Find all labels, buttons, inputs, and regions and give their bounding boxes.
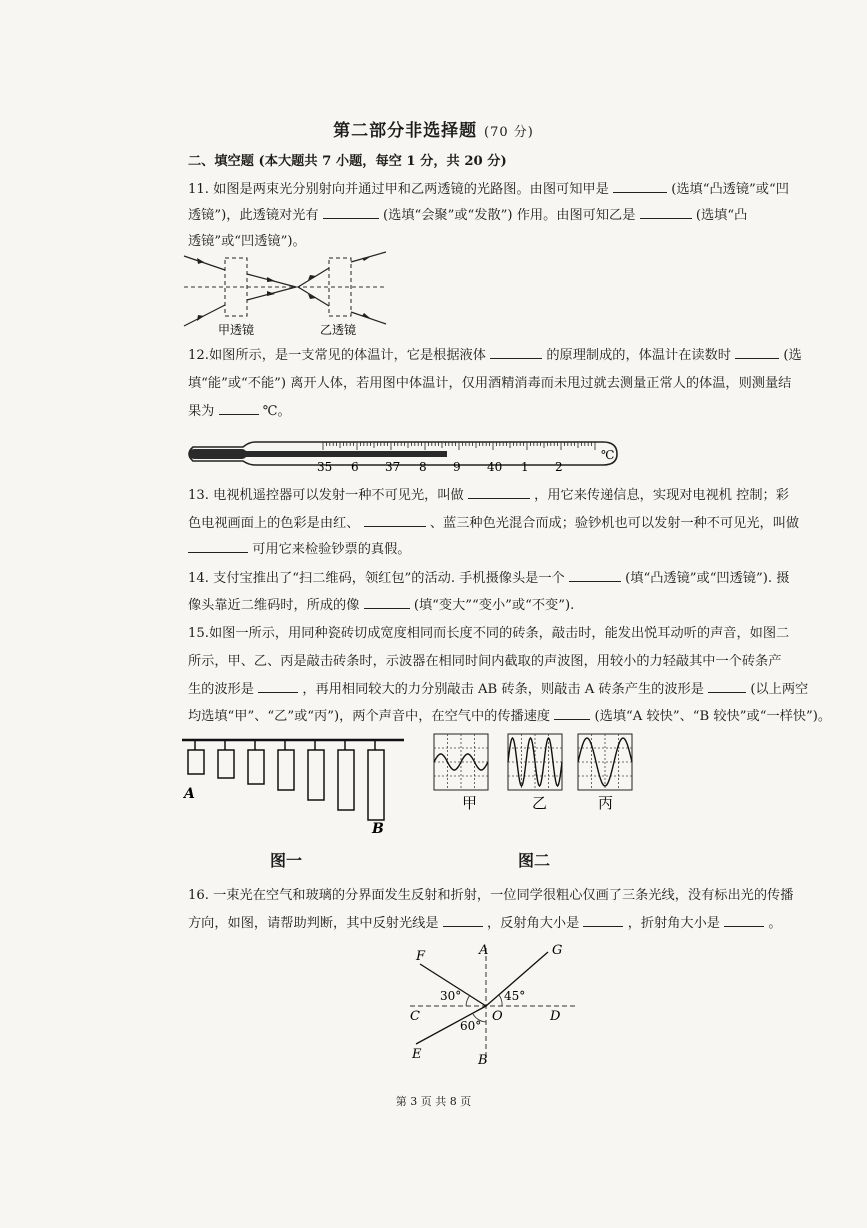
q16-line-2 <box>188 912 782 931</box>
q11-text: (选填“凸透镜”或“凹 <box>671 182 789 197</box>
tile-bar <box>248 750 264 784</box>
q12-text: 果为 <box>188 404 215 419</box>
thermometer-unit: ℃ <box>601 448 615 462</box>
q12-line-1 <box>188 344 802 363</box>
q14-line-1 <box>188 567 789 586</box>
thermometer-scale-label: 40 <box>487 460 503 474</box>
tile-bar <box>368 750 384 820</box>
figure-1-tile-bars <box>180 734 410 838</box>
q15-line-1: 15.如图一所示，用同种瓷砖切成宽度相同而长度不同的砖条，敲击时，能发出悦耳动听的声音，如图二 <box>188 626 790 641</box>
q14-text: 14. 支付宝推出了“扫二维码，领红包”的活动. 手机摄像头是一个 <box>188 571 565 586</box>
waveform-甲 <box>434 734 488 790</box>
q13-text: 13. 电视机遥控器可以发射一种不可见光，叫做 <box>188 488 464 503</box>
label-yi-lens: 乙透镜 <box>320 323 357 337</box>
thermometer-scale-label: 8 <box>419 460 427 474</box>
q16-text: 。 <box>768 916 782 931</box>
page-footer: 第 3 页 共 8 页 <box>395 1095 472 1108</box>
label-a: A <box>184 786 195 802</box>
wave-label-bing: 丙 <box>598 794 614 812</box>
q16-text: ，折射角大小是 <box>627 916 720 931</box>
q13-line-3 <box>188 538 410 557</box>
q13-blank-2[interactable] <box>364 514 426 527</box>
thermometer-scale-label: 1 <box>521 460 529 474</box>
q13-line-2 <box>188 512 799 531</box>
q15-line-2: 所示，甲、乙、丙是敲击砖条时，示波器在相同时间内截取的声波图，用较小的力轻敲其中一个砖条产 <box>188 654 782 669</box>
thermometer <box>183 432 623 474</box>
q13-text: 、蓝三种色光混合而成；验钞机也可以发射一种不可见光，叫做 <box>429 516 800 531</box>
q11-blank-2[interactable] <box>323 206 379 219</box>
q11-text: 透镜”)，此透镜对光有 <box>188 208 319 223</box>
q11-text: (选填“凸 <box>695 208 748 223</box>
q16-line-1: 16. 一束光在空气和玻璃的分界面发生反射和折射，一位同学很粗心仅画了三条光线，没有标出光的传播 <box>188 888 794 903</box>
q12-text: ℃。 <box>262 404 291 419</box>
part-title <box>0 116 867 141</box>
q12-line-3 <box>188 400 291 419</box>
q11-line-2 <box>188 204 747 223</box>
q13-line-1 <box>188 484 789 503</box>
q16-text: 方向，如图，请帮助判断，其中反射光线是 <box>188 916 439 931</box>
angle-30: 30° <box>440 989 462 1003</box>
q13-text: ，用它来传递信息，实现对电视机 控制；彩 <box>534 488 789 503</box>
q14-text: 像头靠近二维码时，所成的像 <box>188 598 360 613</box>
thermometer-scale-label: 2 <box>555 460 563 474</box>
q12-text: 的原理制成的，体温计在读数时 <box>546 348 731 363</box>
point-o: O <box>492 1009 503 1024</box>
angle-60: 60° <box>460 1019 482 1033</box>
q11-text: (选填“会聚”或“发散”) 作用。由图可知乙是 <box>382 208 636 223</box>
thermometer-scale-label: 35 <box>317 460 333 474</box>
q14-blank-2[interactable] <box>364 596 410 609</box>
q11-line-1 <box>188 178 789 197</box>
tile-bar <box>188 750 204 774</box>
q13-text: 色电视画面上的色彩是由红、 <box>188 516 360 531</box>
tile-bar <box>218 750 234 778</box>
point-f: F <box>416 949 426 964</box>
thermometer-scale <box>317 460 563 474</box>
q12-blank-2[interactable] <box>735 346 779 359</box>
angle-45: 45° <box>504 989 526 1003</box>
q15-blank-1[interactable] <box>258 680 298 693</box>
point-a: A <box>479 943 489 958</box>
waveform-丙 <box>578 734 632 790</box>
q15-blank-2[interactable] <box>708 680 746 693</box>
q15-text: 均选填“甲”、“乙”或“丙”)，两个声音中，在空气中的传播速度 <box>188 709 551 724</box>
part-points: (70 分) <box>484 125 534 140</box>
part-title-text: 第二部分非选择题 <box>333 121 478 141</box>
q16-blank-1[interactable] <box>443 914 483 927</box>
q16-text: ，反射角大小是 <box>486 916 580 931</box>
wave-label-yi: 乙 <box>532 794 548 812</box>
thermometer-scale-label: 6 <box>351 460 359 474</box>
q13-blank-3[interactable] <box>188 540 248 553</box>
q12-blank-3[interactable] <box>219 402 259 415</box>
q11-blank-3[interactable] <box>640 206 692 219</box>
q16-blank-2[interactable] <box>583 914 623 927</box>
figure-1-caption: 图一 <box>270 851 303 870</box>
q14-text: (填“凸透镜”或“凹透镜”). 摄 <box>625 571 790 586</box>
point-g: G <box>552 943 563 958</box>
q11-text: 11. 如图是两束光分别射向并通过甲和乙两透镜的光路图。由图可知甲是 <box>188 182 609 197</box>
q15-text: 生的波形是 <box>188 682 254 697</box>
q13-text: 可用它来检验钞票的真假。 <box>252 542 411 557</box>
thermometer-scale-label: 37 <box>385 460 401 474</box>
q14-line-2 <box>188 594 574 613</box>
point-b: B <box>478 1053 488 1068</box>
waveform-乙 <box>508 734 562 790</box>
label-jia-lens: 甲透镜 <box>218 323 255 337</box>
q13-blank-1[interactable] <box>468 486 530 499</box>
q11-lens-diagram <box>180 248 390 338</box>
q12-blank-1[interactable] <box>490 346 542 359</box>
q14-blank-1[interactable] <box>569 569 621 582</box>
figure-2-waveforms <box>428 732 638 812</box>
point-e: E <box>412 1047 422 1062</box>
q11-blank-1[interactable] <box>613 180 667 193</box>
label-b: B <box>372 821 384 837</box>
q14-text: (填“变大”“变小”或“不变”). <box>413 598 575 613</box>
section-heading: 二、填空题 (本大题共 7 小题，每空 1 分，共 20 分) <box>188 154 507 169</box>
tile-bar <box>308 750 324 800</box>
q15-text: (选填“A 较快”、“B 较快”或“一样快”)。 <box>594 709 832 724</box>
q16-blank-3[interactable] <box>724 914 764 927</box>
q11-line-3: 透镜”或“凹透镜”)。 <box>188 234 306 249</box>
thermometer-scale-label: 9 <box>453 460 461 474</box>
q16-light-diagram <box>400 940 590 1068</box>
figure-2-caption: 图二 <box>518 851 551 870</box>
q15-line-4 <box>188 705 831 724</box>
q12-line-2: 填“能”或“不能”) 离开人体，若用图中体温计，仅用酒精消毒而未甩过就去测量正常人的体温，则测量结 <box>188 376 792 391</box>
q15-text: (以上两空 <box>750 682 809 697</box>
q15-text: ，再用相同较大的力分别敲击 AB 砖条，则敲击 A 砖条产生的波形是 <box>302 682 704 697</box>
point-d: D <box>550 1009 561 1024</box>
q12-text: 12.如图所示，是一支常见的体温计，它是根据液体 <box>188 348 486 363</box>
q15-line-3 <box>188 678 808 697</box>
wave-label-jia: 甲 <box>462 794 478 812</box>
q15-blank-3[interactable] <box>554 707 590 720</box>
tile-bar <box>278 750 294 790</box>
point-c: C <box>410 1009 420 1024</box>
tile-bar <box>338 750 354 810</box>
q12-text: (选 <box>783 348 802 363</box>
